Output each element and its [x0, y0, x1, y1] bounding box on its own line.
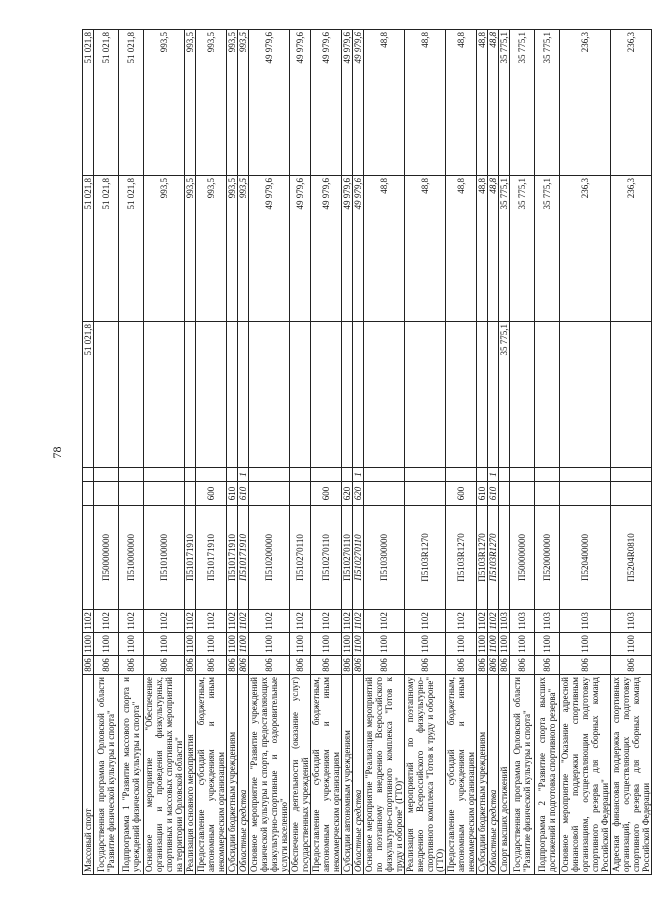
row-value-cell: 1100 — [353, 633, 364, 656]
row-value-cell: 1100 — [238, 633, 249, 656]
row-value-cell — [249, 322, 290, 468]
row-value-cell — [83, 482, 94, 506]
row-name-cell: Предоставление субсидий бюджетным, автономным учреждениям и иным некоммерческим организациям — [311, 675, 342, 875]
row-value-cell: 48,8 — [405, 30, 446, 176]
row-name-cell: Основное мероприятие "Обеспечение организации и проведения физкультурных, спортивных и массовых спортивных мероприятий на территории Орловской области" — [144, 675, 185, 875]
row-value-cell — [311, 468, 342, 482]
row-value-cell — [560, 482, 611, 506]
row-value-cell: 806 — [353, 656, 364, 675]
row-name-cell: Подпрограмма 1 "Развитие массового спорта и учреждений физической культуры и спорта" — [119, 675, 144, 875]
row-value-cell: 806 — [290, 656, 311, 675]
row-name-cell: Областные средства — [238, 675, 249, 875]
table-row — [238, 30, 249, 875]
row-value-cell: 806 — [144, 656, 185, 675]
row-value-cell: 806 — [611, 656, 652, 675]
row-value-cell — [196, 322, 227, 468]
table-row — [290, 30, 311, 875]
row-value-cell: 48,8 — [446, 30, 477, 176]
row-value-cell — [185, 322, 196, 468]
row-value-cell: П510171910 — [238, 506, 249, 610]
row-value-cell: 1 — [353, 468, 364, 482]
row-value-cell: 48,8 — [364, 30, 405, 176]
row-name-cell: Основное мероприятие "Развитие учреждений физической культуры и спорта, предоставляющих физкультурно-спортивные и оздоровительные услуги населению" — [249, 675, 290, 875]
row-value-cell: 51 021,8 — [119, 176, 144, 322]
row-value-cell: 600 — [446, 482, 477, 506]
row-value-cell: 993,5 — [185, 176, 196, 322]
row-value-cell: П510270110 — [311, 506, 342, 610]
row-name-cell: Предоставление субсидий бюджетным, автономным учреждениям и иным некоммерческим организациям — [446, 675, 477, 875]
table-row — [535, 30, 560, 875]
row-value-cell: 51 021,8 — [94, 30, 119, 176]
row-value-cell: 1100 — [611, 633, 652, 656]
row-name-cell: Государственная программа Орловской области "Развитие физической культуры и спорта" — [510, 675, 535, 875]
row-value-cell — [499, 482, 510, 506]
row-value-cell: 49 979,6 — [353, 176, 364, 322]
row-value-cell — [185, 468, 196, 482]
row-value-cell — [477, 322, 488, 468]
row-value-cell: 993,5 — [196, 176, 227, 322]
row-value-cell: 49 979,6 — [353, 30, 364, 176]
row-value-cell: 806 — [185, 656, 196, 675]
row-value-cell: 993,5 — [227, 30, 238, 176]
budget-table — [82, 29, 652, 875]
table-row — [405, 30, 446, 875]
row-value-cell: 806 — [227, 656, 238, 675]
row-value-cell: 1102 — [196, 610, 227, 633]
row-value-cell — [342, 322, 353, 468]
row-value-cell: 1102 — [249, 610, 290, 633]
row-value-cell — [405, 482, 446, 506]
row-value-cell: 1102 — [238, 610, 249, 633]
row-value-cell: 1103 — [560, 610, 611, 633]
row-value-cell: 1103 — [611, 610, 652, 633]
row-name-cell: Реализация основного мероприятия — [185, 675, 196, 875]
row-value-cell: 806 — [119, 656, 144, 675]
table-row — [353, 30, 364, 875]
row-value-cell: 35 775,1 — [535, 30, 560, 176]
row-value-cell — [94, 482, 119, 506]
row-value-cell: П510300000 — [364, 506, 405, 610]
row-value-cell — [249, 482, 290, 506]
row-value-cell: 600 — [311, 482, 342, 506]
row-value-cell — [535, 482, 560, 506]
row-value-cell — [119, 482, 144, 506]
row-value-cell: 1100 — [227, 633, 238, 656]
row-value-cell — [535, 322, 560, 468]
row-value-cell: 993,5 — [185, 30, 196, 176]
row-value-cell — [144, 468, 185, 482]
row-name-cell: Субсидии бюджетным учреждениям — [477, 675, 488, 875]
row-value-cell: 1100 — [477, 633, 488, 656]
row-value-cell: 1102 — [94, 610, 119, 633]
row-value-cell: 993,5 — [144, 176, 185, 322]
row-value-cell: 1100 — [83, 633, 94, 656]
row-value-cell: 1102 — [144, 610, 185, 633]
row-value-cell: 1103 — [499, 610, 510, 633]
row-value-cell: 49 979,6 — [290, 176, 311, 322]
row-value-cell: 48,8 — [477, 176, 488, 322]
row-value-cell: 48,8 — [477, 30, 488, 176]
row-value-cell — [611, 468, 652, 482]
row-value-cell: 600 — [196, 482, 227, 506]
row-value-cell: 1103 — [535, 610, 560, 633]
row-value-cell: 49 979,6 — [342, 30, 353, 176]
row-value-cell: 51 021,8 — [83, 30, 94, 176]
row-value-cell — [510, 322, 535, 468]
row-value-cell — [446, 322, 477, 468]
row-value-cell: 1100 — [311, 633, 342, 656]
row-value-cell: 993,5 — [196, 30, 227, 176]
row-value-cell: 1102 — [290, 610, 311, 633]
row-value-cell: 806 — [560, 656, 611, 675]
row-value-cell — [510, 482, 535, 506]
row-value-cell: П5103R1270 — [477, 506, 488, 610]
row-value-cell: 1100 — [290, 633, 311, 656]
row-value-cell — [510, 468, 535, 482]
row-value-cell: 1100 — [488, 633, 499, 656]
row-value-cell: П510100000 — [144, 506, 185, 610]
row-value-cell — [94, 468, 119, 482]
row-value-cell: 35 775,1 — [510, 176, 535, 322]
row-value-cell: 806 — [196, 656, 227, 675]
row-value-cell — [196, 468, 227, 482]
row-value-cell: 1100 — [119, 633, 144, 656]
row-value-cell: 806 — [510, 656, 535, 675]
row-value-cell: 1103 — [510, 610, 535, 633]
row-value-cell: 1102 — [446, 610, 477, 633]
row-value-cell: 1100 — [364, 633, 405, 656]
row-value-cell: 806 — [249, 656, 290, 675]
row-value-cell — [535, 468, 560, 482]
row-value-cell — [405, 322, 446, 468]
row-value-cell: 806 — [83, 656, 94, 675]
row-value-cell — [560, 468, 611, 482]
row-name-cell: Спорт высших достижений — [499, 675, 510, 875]
row-value-cell: 993,5 — [238, 30, 249, 176]
row-value-cell: П5103R1270 — [446, 506, 477, 610]
table-row — [477, 30, 488, 875]
row-value-cell: 35 775,1 — [499, 30, 510, 176]
row-value-cell: 610 — [488, 482, 499, 506]
table-row — [196, 30, 227, 875]
row-value-cell — [364, 468, 405, 482]
row-value-cell: 49 979,6 — [342, 176, 353, 322]
row-value-cell: 49 979,6 — [290, 30, 311, 176]
row-value-cell: 1102 — [119, 610, 144, 633]
row-value-cell: 49 979,6 — [249, 176, 290, 322]
row-value-cell — [477, 468, 488, 482]
row-value-cell: 806 — [499, 656, 510, 675]
row-value-cell: 51 021,8 — [83, 176, 94, 322]
table-row — [488, 30, 499, 875]
row-value-cell: 806 — [488, 656, 499, 675]
row-value-cell — [227, 468, 238, 482]
row-value-cell: 35 775,1 — [535, 176, 560, 322]
row-value-cell: 1102 — [83, 610, 94, 633]
row-value-cell: 993,5 — [144, 30, 185, 176]
row-value-cell — [611, 322, 652, 468]
row-value-cell — [119, 322, 144, 468]
row-value-cell: 49 979,6 — [249, 30, 290, 176]
row-value-cell: П500000000 — [510, 506, 535, 610]
table-row — [510, 30, 535, 875]
row-value-cell: П520400000 — [560, 506, 611, 610]
row-value-cell: 35 775,1 — [510, 30, 535, 176]
page-number: 78 — [50, 446, 64, 459]
row-value-cell: П510270110 — [342, 506, 353, 610]
row-value-cell — [353, 322, 364, 468]
row-value-cell: 1 — [238, 468, 249, 482]
row-value-cell: П5204R0810 — [611, 506, 652, 610]
table-row — [144, 30, 185, 875]
row-value-cell: 48,8 — [405, 176, 446, 322]
row-value-cell: П520000000 — [535, 506, 560, 610]
row-value-cell: П510171910 — [227, 506, 238, 610]
row-value-cell: П500000000 — [94, 506, 119, 610]
row-value-cell: П510270110 — [290, 506, 311, 610]
row-value-cell — [83, 506, 94, 610]
row-value-cell — [488, 322, 499, 468]
row-value-cell: 35 775,1 — [499, 322, 510, 468]
row-name-cell: Субсидии бюджетным учреждениям — [227, 675, 238, 875]
row-name-cell: Предоставление субсидий бюджетным, автономным учреждениям и иным некоммерческим организациям — [196, 675, 227, 875]
row-value-cell: 806 — [342, 656, 353, 675]
table-row — [311, 30, 342, 875]
row-value-cell: 1100 — [342, 633, 353, 656]
row-value-cell: 610 — [227, 482, 238, 506]
row-value-cell — [249, 468, 290, 482]
table-row — [364, 30, 405, 875]
row-value-cell: 51 021,8 — [83, 322, 94, 468]
row-value-cell: 1102 — [185, 610, 196, 633]
row-name-cell: Адресная финансовая поддержка спортивных организаций, осуществляющих подготовку спортивного резерва для сборных команд Российской Федерации — [611, 675, 652, 875]
row-value-cell: 993,5 — [227, 176, 238, 322]
row-value-cell: 1102 — [353, 610, 364, 633]
row-name-cell: Массовый спорт — [83, 675, 94, 875]
row-value-cell: П510171910 — [185, 506, 196, 610]
row-value-cell — [227, 322, 238, 468]
row-value-cell — [446, 468, 477, 482]
row-value-cell: 51 021,8 — [119, 30, 144, 176]
row-value-cell: 806 — [311, 656, 342, 675]
row-value-cell — [119, 468, 144, 482]
row-value-cell: 236,3 — [611, 176, 652, 322]
row-name-cell: Областные средства — [353, 675, 364, 875]
row-name-cell: Областные средства — [488, 675, 499, 875]
row-value-cell — [144, 482, 185, 506]
row-value-cell — [290, 482, 311, 506]
row-name-cell: Обеспечение деятельности (оказание услуг) государственных учреждений — [290, 675, 311, 875]
row-value-cell: 51 021,8 — [94, 176, 119, 322]
row-value-cell: П5103R1270 — [488, 506, 499, 610]
rotated-page — [50, 30, 651, 875]
row-value-cell: 1100 — [446, 633, 477, 656]
row-value-cell: 1102 — [405, 610, 446, 633]
row-name-cell: Реализация мероприятий по поэтапному внедрению Всероссийского физкультурно-спортивного комплекса "Готов к труду и обороне" (ГТО) — [405, 675, 446, 875]
row-value-cell: 806 — [535, 656, 560, 675]
table-row — [499, 30, 510, 875]
row-value-cell: 49 979,6 — [311, 176, 342, 322]
row-value-cell: 620 — [353, 482, 364, 506]
row-value-cell: 49 979,6 — [311, 30, 342, 176]
row-value-cell: П510171910 — [196, 506, 227, 610]
row-value-cell — [185, 482, 196, 506]
row-value-cell — [364, 322, 405, 468]
row-value-cell — [290, 468, 311, 482]
row-value-cell: 1102 — [477, 610, 488, 633]
table-row — [342, 30, 353, 875]
row-value-cell — [83, 468, 94, 482]
row-value-cell — [290, 322, 311, 468]
row-value-cell: 1102 — [311, 610, 342, 633]
row-value-cell — [144, 322, 185, 468]
row-value-cell — [560, 322, 611, 468]
row-value-cell: 1100 — [144, 633, 185, 656]
row-value-cell: 806 — [364, 656, 405, 675]
row-value-cell: 1100 — [249, 633, 290, 656]
row-value-cell — [499, 506, 510, 610]
table-row — [560, 30, 611, 875]
row-value-cell: 236,3 — [560, 176, 611, 322]
row-value-cell — [238, 322, 249, 468]
row-value-cell: 806 — [94, 656, 119, 675]
row-value-cell: 1102 — [227, 610, 238, 633]
table-row — [83, 30, 94, 875]
row-value-cell: 1100 — [535, 633, 560, 656]
table-row — [119, 30, 144, 875]
row-value-cell: 1102 — [342, 610, 353, 633]
row-name-cell: Субсидии автономным учреждениям — [342, 675, 353, 875]
table-row — [227, 30, 238, 875]
row-value-cell: 48,8 — [488, 176, 499, 322]
row-value-cell: 620 — [342, 482, 353, 506]
table-row — [611, 30, 652, 875]
row-value-cell — [342, 468, 353, 482]
row-value-cell: 1102 — [488, 610, 499, 633]
row-value-cell: 236,3 — [560, 30, 611, 176]
row-value-cell: 1100 — [196, 633, 227, 656]
row-value-cell — [364, 482, 405, 506]
row-value-cell — [611, 482, 652, 506]
row-name-cell: Подпрограмма 2 "Развитие спорта высших достижений и подготовка спортивного резерва" — [535, 675, 560, 875]
row-value-cell: 35 775,1 — [499, 176, 510, 322]
row-value-cell — [311, 322, 342, 468]
row-value-cell: П510000000 — [119, 506, 144, 610]
table-row — [249, 30, 290, 875]
row-value-cell: 48,8 — [446, 176, 477, 322]
row-value-cell: 806 — [238, 656, 249, 675]
row-name-cell: Государственная программа Орловской области "Развитие физической культуры и спорта" — [94, 675, 119, 875]
row-value-cell: 1 — [488, 468, 499, 482]
row-value-cell: 1100 — [560, 633, 611, 656]
row-value-cell — [94, 322, 119, 468]
row-value-cell: 806 — [405, 656, 446, 675]
row-value-cell: 1100 — [405, 633, 446, 656]
row-name-cell: Основное мероприятие "Реализация мероприятий по поэтапному внедрению Всероссийского физкультурно-спортивного комплекса "Готов к труду и обороне" (ГТО)" — [364, 675, 405, 875]
row-value-cell: 1100 — [185, 633, 196, 656]
row-value-cell: П510270110 — [353, 506, 364, 610]
row-value-cell: 806 — [446, 656, 477, 675]
row-value-cell: 48,8 — [488, 30, 499, 176]
row-value-cell: 610 — [238, 482, 249, 506]
row-value-cell: 48,8 — [364, 176, 405, 322]
table-row — [446, 30, 477, 875]
row-value-cell: 1100 — [499, 633, 510, 656]
table-row — [94, 30, 119, 875]
row-name-cell: Основное мероприятие "Оказание адресной финансовой поддержки спортивным организациям, осуществляющим подготовку спортивного резерва для сборных команд Российской Федерации" — [560, 675, 611, 875]
row-value-cell — [405, 468, 446, 482]
row-value-cell: 1100 — [94, 633, 119, 656]
row-value-cell: П510200000 — [249, 506, 290, 610]
row-value-cell: 1102 — [364, 610, 405, 633]
row-value-cell: 1100 — [510, 633, 535, 656]
table-row — [185, 30, 196, 875]
row-value-cell: 610 — [477, 482, 488, 506]
row-value-cell: 236,3 — [611, 30, 652, 176]
row-value-cell — [499, 468, 510, 482]
row-value-cell: 993,5 — [238, 176, 249, 322]
row-value-cell: 806 — [477, 656, 488, 675]
row-value-cell: П5103R1270 — [405, 506, 446, 610]
